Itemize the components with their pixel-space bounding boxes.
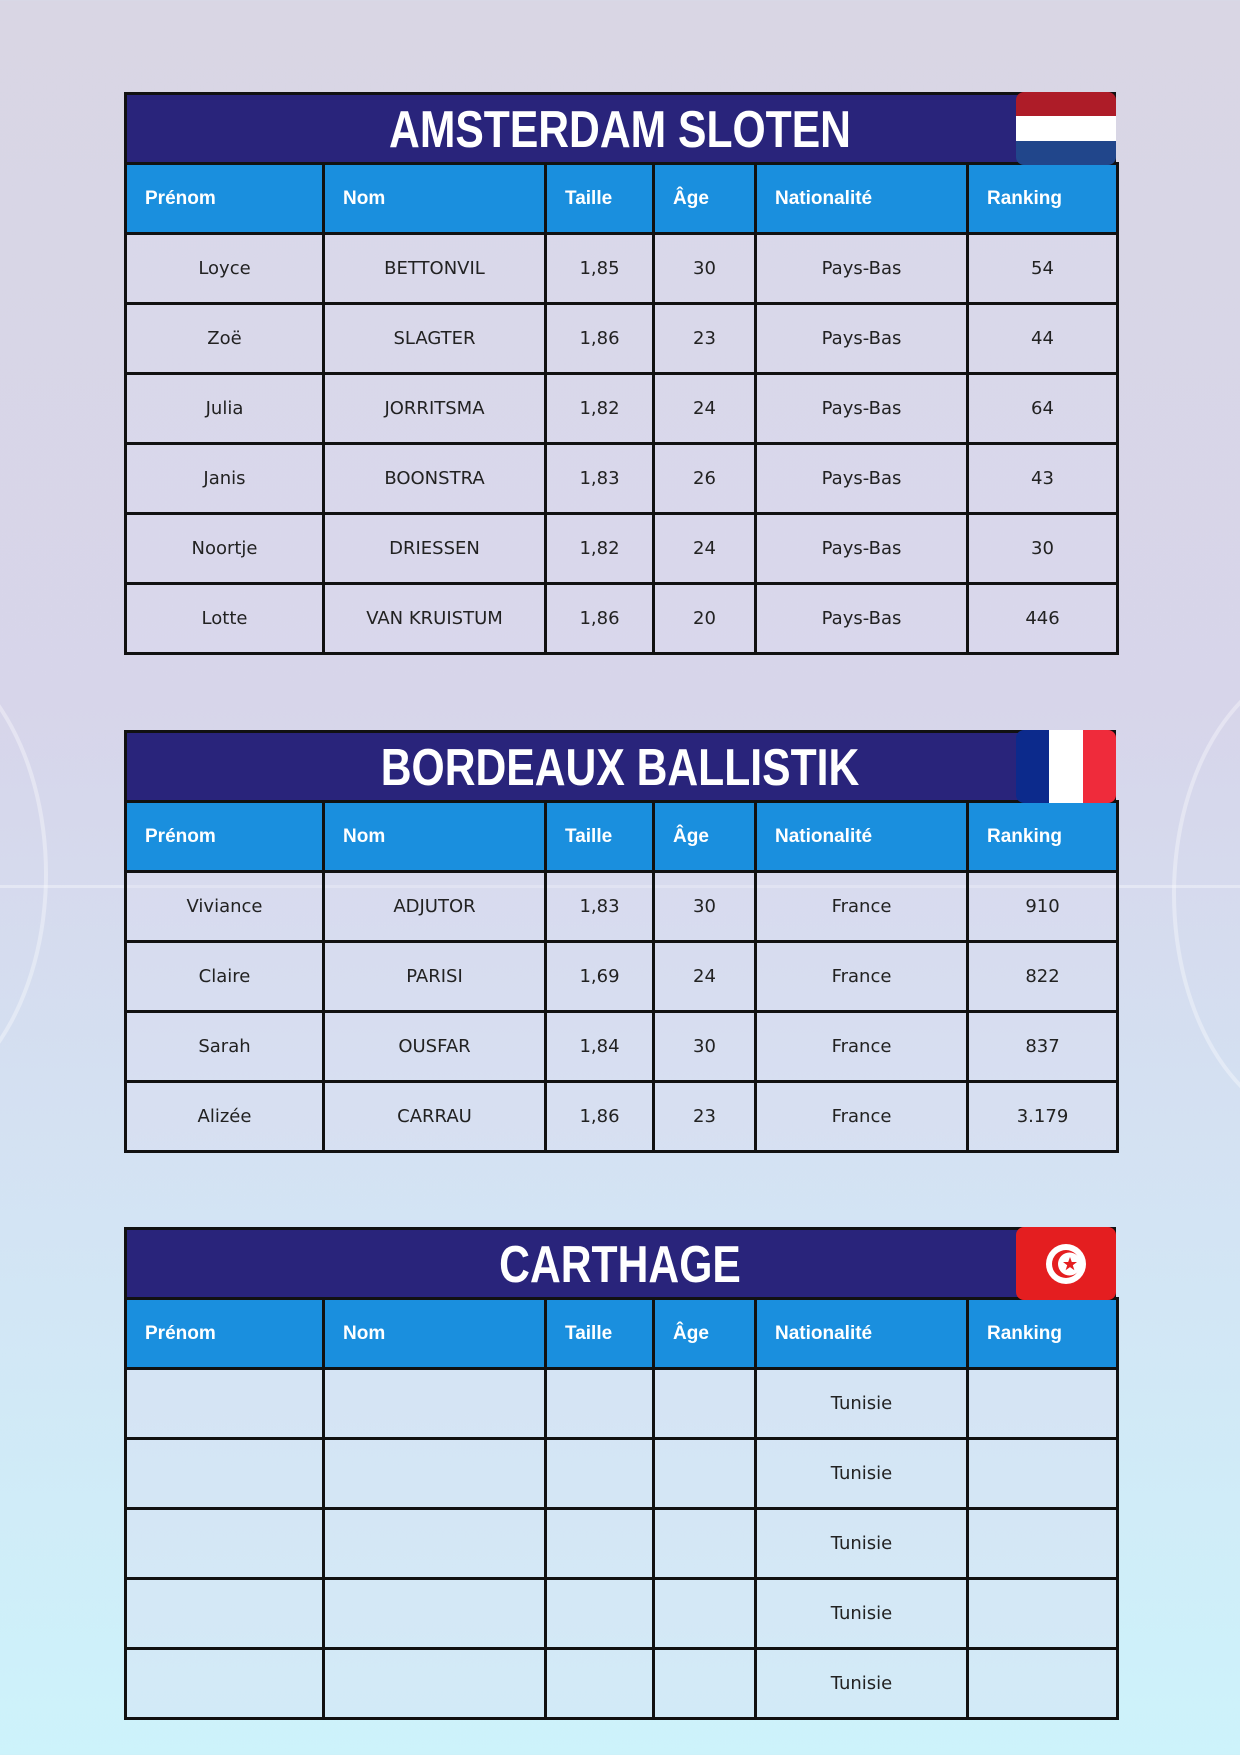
column-header-ranking: Ranking — [968, 1299, 1118, 1369]
cell-nationalite: France — [756, 942, 968, 1012]
roster-table — [124, 162, 1119, 655]
cell-ranking: 837 — [968, 1012, 1118, 1082]
cell-age: 24 — [654, 514, 756, 584]
cell-prenom: Julia — [126, 374, 324, 444]
cell-taille — [546, 1579, 654, 1649]
cell-age — [654, 1369, 756, 1439]
team-card-bordeaux-ballistik — [124, 730, 1116, 1153]
cell-nom: CARRAU — [324, 1082, 546, 1152]
team-title: CARTHAGE — [499, 1236, 741, 1294]
team-card-carthage — [124, 1227, 1116, 1720]
cell-ranking: 54 — [968, 234, 1118, 304]
cell-nationalite: France — [756, 1082, 968, 1152]
cell-ranking: 910 — [968, 872, 1118, 942]
column-header-nom: Nom — [324, 164, 546, 234]
cell-nom: SLAGTER — [324, 304, 546, 374]
cell-prenom: Sarah — [126, 1012, 324, 1082]
netherlands-flag-icon — [1016, 92, 1116, 165]
table-row — [126, 374, 1118, 444]
cell-prenom — [126, 1369, 324, 1439]
cell-nom: ADJUTOR — [324, 872, 546, 942]
cell-taille — [546, 1369, 654, 1439]
cell-prenom: Lotte — [126, 584, 324, 654]
cell-age: 26 — [654, 444, 756, 514]
column-header-ranking: Ranking — [968, 802, 1118, 872]
cell-ranking: 822 — [968, 942, 1118, 1012]
table-header-row — [126, 1299, 1118, 1369]
cell-nom — [324, 1369, 546, 1439]
cell-age — [654, 1649, 756, 1719]
cell-taille: 1,84 — [546, 1012, 654, 1082]
table-row — [126, 1509, 1118, 1579]
cell-nationalite: Pays-Bas — [756, 444, 968, 514]
cell-nom: VAN KRUISTUM — [324, 584, 546, 654]
table-row — [126, 1369, 1118, 1439]
cell-ranking: 64 — [968, 374, 1118, 444]
cell-taille: 1,83 — [546, 872, 654, 942]
cell-age: 30 — [654, 872, 756, 942]
cell-prenom — [126, 1579, 324, 1649]
cell-taille: 1,85 — [546, 234, 654, 304]
cell-ranking — [968, 1579, 1118, 1649]
roster-table — [124, 800, 1119, 1153]
team-header — [124, 1227, 1116, 1297]
cell-prenom: Claire — [126, 942, 324, 1012]
cell-prenom: Viviance — [126, 872, 324, 942]
cell-nationalite: Pays-Bas — [756, 374, 968, 444]
cell-nationalite: Pays-Bas — [756, 304, 968, 374]
column-header-taille: Taille — [546, 164, 654, 234]
cell-nom: DRIESSEN — [324, 514, 546, 584]
cell-ranking: 30 — [968, 514, 1118, 584]
cell-prenom — [126, 1509, 324, 1579]
column-header-age: Âge — [654, 802, 756, 872]
cell-taille: 1,86 — [546, 584, 654, 654]
cell-nationalite: Pays-Bas — [756, 514, 968, 584]
column-header-age: Âge — [654, 1299, 756, 1369]
cell-nationalite: Tunisie — [756, 1439, 968, 1509]
column-header-nom: Nom — [324, 1299, 546, 1369]
cell-age — [654, 1439, 756, 1509]
crescent-star-icon — [1042, 1240, 1090, 1288]
column-header-taille: Taille — [546, 802, 654, 872]
cell-age — [654, 1509, 756, 1579]
column-header-ranking: Ranking — [968, 164, 1118, 234]
table-row — [126, 1649, 1118, 1719]
cell-nom — [324, 1579, 546, 1649]
team-header — [124, 92, 1116, 162]
team-card-amsterdam-sloten — [124, 92, 1116, 655]
cell-ranking — [968, 1509, 1118, 1579]
column-header-prenom: Prénom — [126, 1299, 324, 1369]
column-header-nationalite: Nationalité — [756, 802, 968, 872]
france-flag-icon — [1016, 730, 1116, 803]
cell-nom: BETTONVIL — [324, 234, 546, 304]
tunisia-flag-icon — [1016, 1227, 1116, 1300]
cell-nationalite: Tunisie — [756, 1369, 968, 1439]
cell-age: 30 — [654, 234, 756, 304]
cell-nationalite: Tunisie — [756, 1649, 968, 1719]
cell-nationalite: Tunisie — [756, 1579, 968, 1649]
team-header — [124, 730, 1116, 800]
cell-taille: 1,82 — [546, 374, 654, 444]
cell-nationalite: Pays-Bas — [756, 584, 968, 654]
cell-taille: 1,83 — [546, 444, 654, 514]
cell-prenom — [126, 1439, 324, 1509]
cell-prenom: Loyce — [126, 234, 324, 304]
cell-taille — [546, 1649, 654, 1719]
table-row — [126, 942, 1118, 1012]
background-court-arc-right — [1172, 660, 1240, 1128]
background-court-arc-left — [0, 640, 48, 1108]
cell-nationalite: Tunisie — [756, 1509, 968, 1579]
cell-prenom: Noortje — [126, 514, 324, 584]
cell-nom — [324, 1649, 546, 1719]
cell-prenom: Zoë — [126, 304, 324, 374]
cell-prenom: Janis — [126, 444, 324, 514]
cell-nom: BOONSTRA — [324, 444, 546, 514]
column-header-age: Âge — [654, 164, 756, 234]
column-header-prenom: Prénom — [126, 802, 324, 872]
table-row — [126, 584, 1118, 654]
cell-ranking — [968, 1649, 1118, 1719]
team-title: AMSTERDAM SLOTEN — [389, 101, 851, 159]
cell-prenom — [126, 1649, 324, 1719]
cell-nationalite: France — [756, 872, 968, 942]
cell-age: 24 — [654, 374, 756, 444]
cell-age — [654, 1579, 756, 1649]
table-row — [126, 1439, 1118, 1509]
team-title: BORDEAUX BALLISTIK — [380, 739, 860, 797]
cell-age: 23 — [654, 1082, 756, 1152]
table-row — [126, 444, 1118, 514]
cell-nom: PARISI — [324, 942, 546, 1012]
cell-taille: 1,86 — [546, 304, 654, 374]
cell-ranking — [968, 1369, 1118, 1439]
table-row — [126, 514, 1118, 584]
cell-age: 24 — [654, 942, 756, 1012]
cell-nom — [324, 1439, 546, 1509]
cell-taille: 1,82 — [546, 514, 654, 584]
table-row — [126, 1082, 1118, 1152]
table-row — [126, 304, 1118, 374]
cell-age: 23 — [654, 304, 756, 374]
table-header-row — [126, 802, 1118, 872]
column-header-nom: Nom — [324, 802, 546, 872]
cell-nationalite: Pays-Bas — [756, 234, 968, 304]
cell-ranking: 3.179 — [968, 1082, 1118, 1152]
cell-ranking: 44 — [968, 304, 1118, 374]
column-header-prenom: Prénom — [126, 164, 324, 234]
table-row — [126, 872, 1118, 942]
cell-nom: JORRITSMA — [324, 374, 546, 444]
cell-age: 30 — [654, 1012, 756, 1082]
cell-nom — [324, 1509, 546, 1579]
cell-taille — [546, 1509, 654, 1579]
cell-ranking: 446 — [968, 584, 1118, 654]
cell-taille: 1,86 — [546, 1082, 654, 1152]
cell-age: 20 — [654, 584, 756, 654]
table-row — [126, 1012, 1118, 1082]
table-row — [126, 1579, 1118, 1649]
table-header-row — [126, 164, 1118, 234]
roster-table — [124, 1297, 1119, 1720]
cell-nationalite: France — [756, 1012, 968, 1082]
cell-ranking: 43 — [968, 444, 1118, 514]
column-header-nationalite: Nationalité — [756, 164, 968, 234]
cell-taille: 1,69 — [546, 942, 654, 1012]
cell-prenom: Alizée — [126, 1082, 324, 1152]
table-row — [126, 234, 1118, 304]
column-header-taille: Taille — [546, 1299, 654, 1369]
cell-taille — [546, 1439, 654, 1509]
column-header-nationalite: Nationalité — [756, 1299, 968, 1369]
cell-nom: OUSFAR — [324, 1012, 546, 1082]
cell-ranking — [968, 1439, 1118, 1509]
